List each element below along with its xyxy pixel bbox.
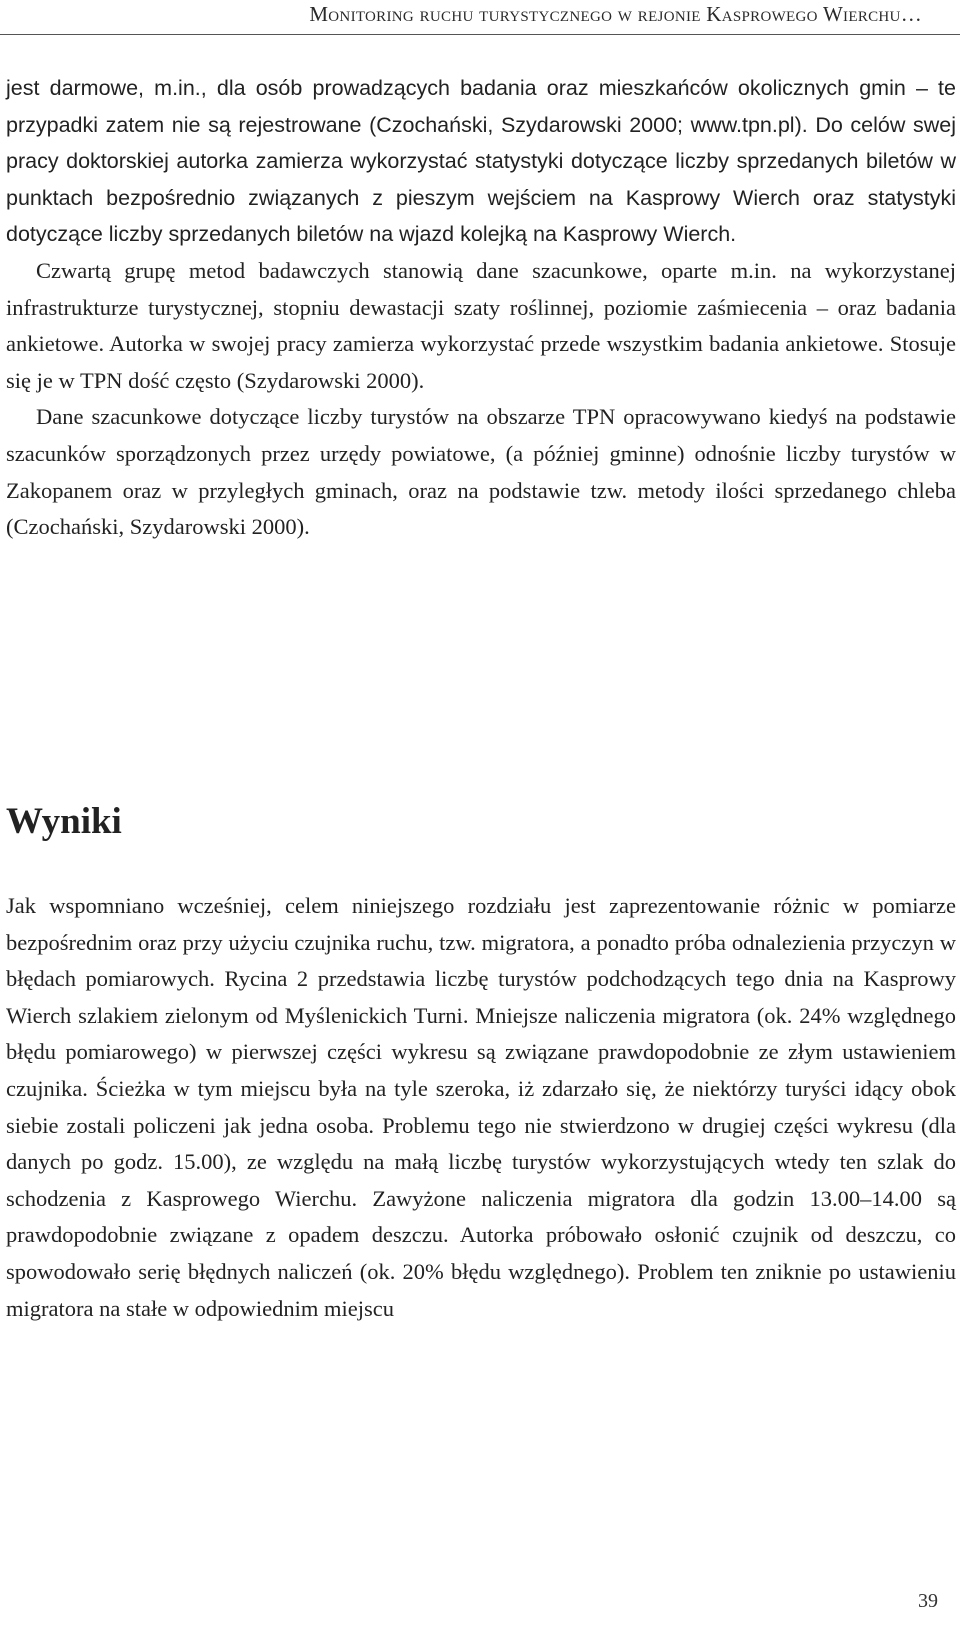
paragraph-continued: jest darmowe, m.in., dla osób prowadzących badania oraz mieszkańców okolicznych gmin – te przypadki zatem nie są rejestrowane (Czochański, Szydarowski 2000; www.tpn.pl). Do celów swej pracy doktorskiej autorka zamierza wykorzystać statystyki dotyczące liczby sprzedanych biletów w punktach bezpośrednio związanych z pieszym wejściem na Kasprowy Wierch oraz statystyki dotyczące liczby sprzedanych biletów na wjazd kolejką na Kasprowy Wierch.	[6, 76, 956, 247]
paragraph-estimated-data: Dane szacunkowe dotyczące liczby turystów na obszarze TPN opracowywano kiedyś na podstawie szacunków sporządzonych przez urzędy powiatowe, (a później gminne) odnośnie liczby turystów w Zakopanem oraz w przyległych gminach, oraz na podstawie tzw. metody ilości sprzedanego chleba (Czochański, Szydarowski 2000).	[6, 404, 956, 540]
paragraph-fourth-method-group: Czwartą grupę metod badawczych stanowią dane szacunkowe, oparte m.in. na wykorzystanej infrastrukturze turystycznej, stopniu dewastacji szaty roślinnej, poziomie zaśmiecenia – oraz badania ankietowe. Autorka w swojej pracy zamierza wykorzystać przede wszystkim badania ankietowe. Stosuje się je w TPN dość często (Szydarowski 2000).	[6, 257, 956, 393]
body-text-top	[6, 70, 956, 546]
running-header	[0, 0, 960, 35]
body-text-results	[6, 888, 956, 1327]
page-number: 39	[918, 1590, 938, 1612]
section-heading: Wyniki	[6, 801, 122, 842]
paragraph-results: Jak wspomniano wcześniej, celem niniejszego rozdziału jest zaprezentowanie różnic w pomiarze bezpośrednim oraz przy użyciu czujnika ruchu, tzw. migratora, a ponadto próba odnalezienia przyczyn w błędach pomiarowych. Rycina 2 przedstawia liczbę turystów podchodzących tego dnia na Kasprowy Wierch szlakiem zielonym od Myślenickich Turni. Mniejsze naliczenia migratora (ok. 24% względnego błędu pomiarowego) w pierwszej części wykresu są związane prawdopodobnie ze złym ustawieniem czujnika. Ścieżka w tym miejscu była na tyle szeroka, iż zdarzało się, że niektórzy turyści idący obok siebie zostali policzeni jak jedna osoba. Problemu tego nie stwierdzono w drugiej części wykresu (dla danych po godz. 15.00), ze względu na małą liczbę turystów wykorzystujących wtedy ten szlak do schodzenia z Kasprowego Wierchu. Zawyżone naliczenia migratora dla godzin 13.00–14.00 są prawdopodobnie związane z opadem deszczu. Autorka próbowało osłonić czujnik od deszczu, co spowodowało serię błędnych naliczeń (ok. 20% błędu względnego). Problem ten zniknie po ustawieniu migratora na stałe w odpowiednim miejscu	[6, 893, 956, 1321]
running-title: Monitoring ruchu turystycznego w rejonie Kasprowego Wierchu…	[309, 2, 922, 26]
